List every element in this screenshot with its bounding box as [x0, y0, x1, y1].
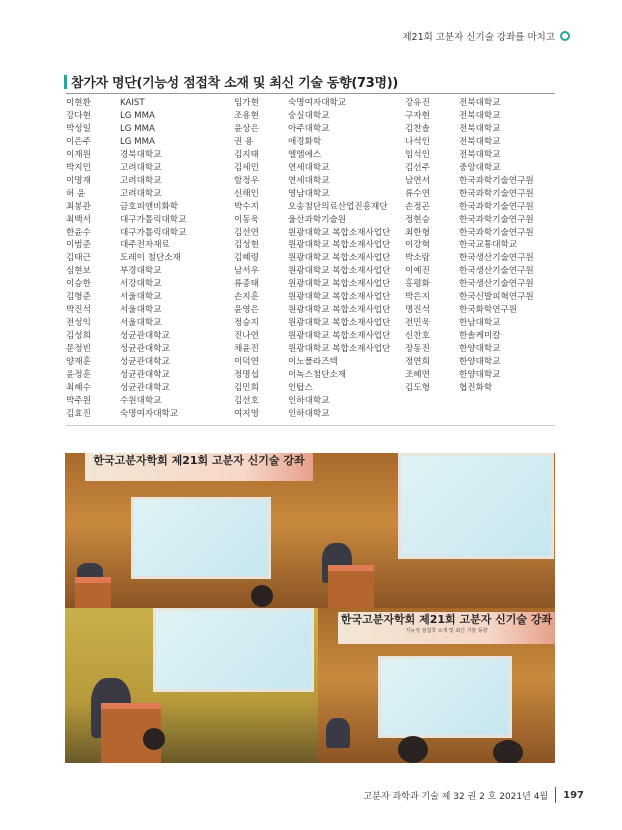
participant-affiliation: 고려대학교	[120, 188, 162, 199]
projector-screen	[131, 497, 271, 579]
participant-affiliation: 인탑스	[288, 382, 313, 393]
participant-affiliation: 이노폴라즈텍	[288, 357, 338, 368]
title-bar-icon	[64, 75, 67, 89]
banner-sub	[85, 469, 313, 476]
participant-affiliation: 고려대학교	[120, 162, 162, 173]
participant-affiliation: 한양대학교	[459, 344, 501, 355]
participant-name: 장동진	[405, 344, 430, 355]
projector-screen	[378, 656, 512, 738]
participant-affiliation: 서울대학교	[120, 292, 162, 303]
participant-name: 이덕연	[234, 357, 259, 368]
participant-affiliation: 한국화학연구원	[459, 305, 518, 316]
participant-name: 전성익	[66, 318, 91, 329]
participant-affiliation: 원광대학교 복합소재사업단	[288, 344, 391, 355]
participant-name: 정연희	[405, 357, 430, 368]
participant-affiliation: 전북대학교	[459, 149, 501, 160]
page-footer	[364, 787, 584, 803]
participant-name: 박소람	[405, 253, 430, 264]
participant-affiliation: 원광대학교 복합소재사업단	[288, 318, 391, 329]
participant-name: 정현승	[405, 214, 430, 225]
participant-name: 박은지	[405, 292, 430, 303]
participant-affiliation: 숭실대학교	[288, 110, 330, 121]
participant-name: 이재원	[66, 149, 91, 160]
participant-name: 이예진	[405, 266, 430, 277]
participant-name: 박성일	[66, 123, 91, 134]
participant-affiliation: KAIST	[120, 98, 145, 108]
participant-name: 박진석	[66, 305, 91, 316]
participant-affiliation: 전북대학교	[459, 136, 501, 147]
banner-title: 한국고분자학회 제21회 고분자 신기술 강좌	[340, 613, 553, 626]
participant-name: 이승한	[66, 279, 91, 290]
photo-banner	[338, 612, 555, 644]
participant-name: 나석인	[405, 136, 430, 147]
participant-name: 김성현	[234, 240, 259, 251]
participant-affiliation: 한국과학기술연구원	[459, 188, 534, 199]
running-head-text: 제21회 고분자 신기술 강좌를 마치고	[402, 32, 555, 43]
participant-affiliation: 엘엠에스	[288, 149, 322, 160]
participant-name: 강유진	[405, 98, 430, 108]
participant-name: 손정곤	[405, 201, 430, 212]
participant-affiliation: 대주전자재료	[120, 240, 170, 251]
participant-affiliation: 한양대학교	[459, 357, 501, 368]
participant-affiliation: 고려대학교	[120, 175, 162, 186]
participant-affiliation: 성균관대학교	[120, 331, 170, 342]
participant-name: 남연서	[405, 175, 430, 186]
participant-affiliation: 원광대학교 복합소재사업단	[288, 331, 391, 342]
audience-head	[398, 736, 428, 763]
participant-name: 김효진	[66, 408, 91, 419]
participant-name: 최혜수	[66, 382, 91, 393]
participant-affiliation: 한국교통대학교	[459, 240, 518, 251]
participant-affiliation: 금호피앤비화학	[120, 201, 179, 212]
participant-name: 김지태	[234, 149, 259, 160]
participant-affiliation: 성균관대학교	[120, 357, 170, 368]
participant-name: 류종태	[234, 279, 259, 290]
participant-name: 최백서	[66, 214, 91, 225]
participant-name: 허 윤	[66, 188, 86, 199]
participant-name: 김형준	[66, 292, 91, 303]
participant-name: 이명재	[66, 175, 91, 186]
participant-affiliation: 한남대학교	[459, 318, 501, 329]
participant-affiliation: 성균관대학교	[120, 344, 170, 355]
participant-name: 문정빈	[66, 344, 91, 355]
participant-affiliation: 전북대학교	[459, 98, 501, 108]
participant-affiliation: 한국과학기술연구원	[459, 201, 534, 212]
participant-name: 전민욱	[405, 318, 430, 329]
participant-affiliation: 숙명여자대학교	[120, 408, 179, 419]
participant-name: 이강혁	[405, 240, 430, 251]
participant-affiliation: 전북대학교	[459, 123, 501, 134]
participant-affiliation: 한국과학기술연구원	[459, 175, 534, 186]
participant-affiliation: 숙명여자대학교	[288, 98, 347, 108]
participant-affiliation: 원광대학교 복합소재사업단	[288, 305, 391, 316]
participant-name: 이현환	[66, 98, 91, 108]
participant-affiliation: 원광대학교 복합소재사업단	[288, 266, 391, 277]
banner-sub: 기능성 점접착 소재 및 최신 기술 동향	[405, 628, 488, 634]
participant-affiliation: 연세대학교	[288, 175, 330, 186]
participant-affiliation: 성균관대학교	[120, 370, 170, 381]
participant-name: 양재훈	[66, 357, 91, 368]
participant-name: 박지민	[66, 162, 91, 173]
participant-name: 함정우	[234, 175, 259, 186]
participant-name: 김태근	[66, 253, 91, 264]
participant-affiliation: 대구가톨릭대학교	[120, 214, 187, 225]
audience-head	[143, 728, 165, 750]
section-title	[64, 72, 398, 91]
participant-affiliation: 연세대학교	[288, 162, 330, 173]
participant-affiliation: 한국생산기술연구원	[459, 253, 534, 264]
photo-lecture-1	[65, 453, 318, 608]
participant-name: 이동욱	[234, 214, 259, 225]
participant-affiliation: 협진화학	[459, 382, 493, 393]
participant-affiliation: 서울대학교	[120, 305, 162, 316]
photo-lecture-3	[65, 608, 318, 763]
podium	[328, 565, 374, 608]
banner-title: 한국고분자학회 제21회 고분자 신기술 강좌	[93, 454, 305, 467]
top-rule	[66, 93, 555, 94]
participant-affiliation: 애경화학	[288, 136, 322, 147]
participant-name: 최한형	[405, 227, 430, 238]
participant-name: 명진석	[405, 305, 430, 316]
participant-name: 정명섭	[234, 370, 259, 381]
audience-head	[493, 740, 523, 763]
participant-affiliation: 이녹스첨단소재	[288, 370, 347, 381]
participant-name: 김세민	[234, 162, 259, 173]
participant-name: 윤상은	[234, 123, 259, 134]
participant-name: 이범준	[66, 240, 91, 251]
participant-name: 박주원	[66, 395, 91, 406]
participant-name: 여지영	[234, 408, 259, 419]
participant-affiliation: 한양대학교	[459, 370, 501, 381]
participant-name: 윤정훈	[66, 370, 91, 381]
participant-name: 김혜령	[234, 253, 259, 264]
projector-screen	[153, 608, 314, 692]
participant-name: 김선주	[405, 162, 430, 173]
participant-name: 이은주	[66, 136, 91, 147]
participant-name: 심현보	[66, 266, 91, 277]
photo-lecture-2	[318, 453, 555, 608]
participant-name: 김성희	[66, 331, 91, 342]
participant-name: 신찬호	[405, 331, 430, 342]
participant-affiliation: 서강대학교	[120, 279, 162, 290]
participant-name: 정승지	[234, 318, 259, 329]
participant-affiliation: 중앙대학교	[459, 162, 501, 173]
participant-name: 구자현	[405, 110, 430, 121]
participant-name: 조용현	[234, 110, 259, 121]
participant-name: 채윤진	[234, 344, 259, 355]
participant-affiliation: 도레이 첨단소재	[120, 253, 181, 264]
participant-name: 임가현	[234, 98, 259, 108]
participant-name: 김민희	[234, 382, 259, 393]
audience-head	[251, 585, 273, 607]
participant-name: 한윤수	[66, 227, 91, 238]
bottom-rule	[66, 425, 555, 426]
participant-affiliation: 대구가톨릭대학교	[120, 227, 187, 238]
participant-affiliation: 아주대학교	[288, 123, 330, 134]
participant-affiliation: 전북대학교	[459, 110, 501, 121]
participant-name: 남서우	[234, 266, 259, 277]
participant-name: 손지훈	[234, 292, 259, 303]
participant-affiliation: 울산과학기술원	[288, 214, 347, 225]
participant-affiliation: 원광대학교 복합소재사업단	[288, 240, 391, 251]
participant-name: 강다현	[66, 110, 91, 121]
participant-name: 윤영은	[234, 305, 259, 316]
participant-name: 홍평화	[405, 279, 430, 290]
journal-info: 고분자 과학과 기술 제 32 권 2 호 2021년 4월	[363, 791, 549, 802]
running-head	[402, 29, 570, 43]
participant-affiliation: 원광대학교 복합소재사업단	[288, 227, 391, 238]
participant-affiliation: LG MMA	[120, 110, 155, 121]
participant-name: 권 용	[234, 136, 254, 147]
participant-name: 김도형	[405, 382, 430, 393]
participant-name: 박수지	[234, 201, 259, 212]
participant-affiliation: 한솔케미칼	[459, 331, 501, 342]
participant-name: 진나연	[234, 331, 259, 342]
participant-name: 임석인	[405, 149, 430, 160]
participant-affiliation: LG MMA	[120, 123, 155, 134]
participant-affiliation: 인하대학교	[288, 395, 330, 406]
participant-name: 김선연	[234, 227, 259, 238]
participant-affiliation: 원광대학교 복합소재사업단	[288, 292, 391, 303]
participant-affiliation: LG MMA	[120, 136, 155, 147]
speaker	[326, 718, 350, 748]
participant-affiliation: 부경대학교	[120, 266, 162, 277]
projector-screen	[398, 453, 554, 559]
section-title-text: 참가자 명단(기능성 점접착 소재 및 최신 기술 동향(73명))	[71, 76, 399, 91]
podium	[75, 577, 111, 608]
participant-name: 김찬솔	[405, 123, 430, 134]
photo-lecture-4	[318, 608, 555, 763]
page-number: 197	[563, 789, 584, 801]
participant-affiliation: 한국생산기술연구원	[459, 266, 534, 277]
participant-name: 류수연	[405, 188, 430, 199]
participant-name: 조혜연	[405, 370, 430, 381]
participant-name: 신해인	[234, 188, 259, 199]
footer-divider	[555, 787, 556, 803]
participant-affiliation: 원광대학교 복합소재사업단	[288, 253, 391, 264]
participant-name: 김선호	[234, 395, 259, 406]
photo-collage	[65, 453, 555, 763]
participant-affiliation: 영남대학교	[288, 188, 330, 199]
photo-banner	[85, 453, 313, 481]
participant-affiliation: 오송첨단의료산업진흥재단	[288, 201, 388, 212]
circle-icon	[560, 31, 570, 41]
participant-affiliation: 성균관대학교	[120, 382, 170, 393]
participant-name: 최봉관	[66, 201, 91, 212]
participant-affiliation: 인하대학교	[288, 408, 330, 419]
participant-affiliation: 한국과학기술연구원	[459, 227, 534, 238]
participant-affiliation: 서울대학교	[120, 318, 162, 329]
participant-affiliation: 원광대학교 복합소재사업단	[288, 279, 391, 290]
participant-affiliation: 수원대학교	[120, 395, 162, 406]
participant-affiliation: 경북대학교	[120, 149, 162, 160]
participant-affiliation: 한국생산기술연구원	[459, 279, 534, 290]
participant-affiliation: 한국신발피혁연구원	[459, 292, 534, 303]
participant-affiliation: 한국과학기술연구원	[459, 214, 534, 225]
